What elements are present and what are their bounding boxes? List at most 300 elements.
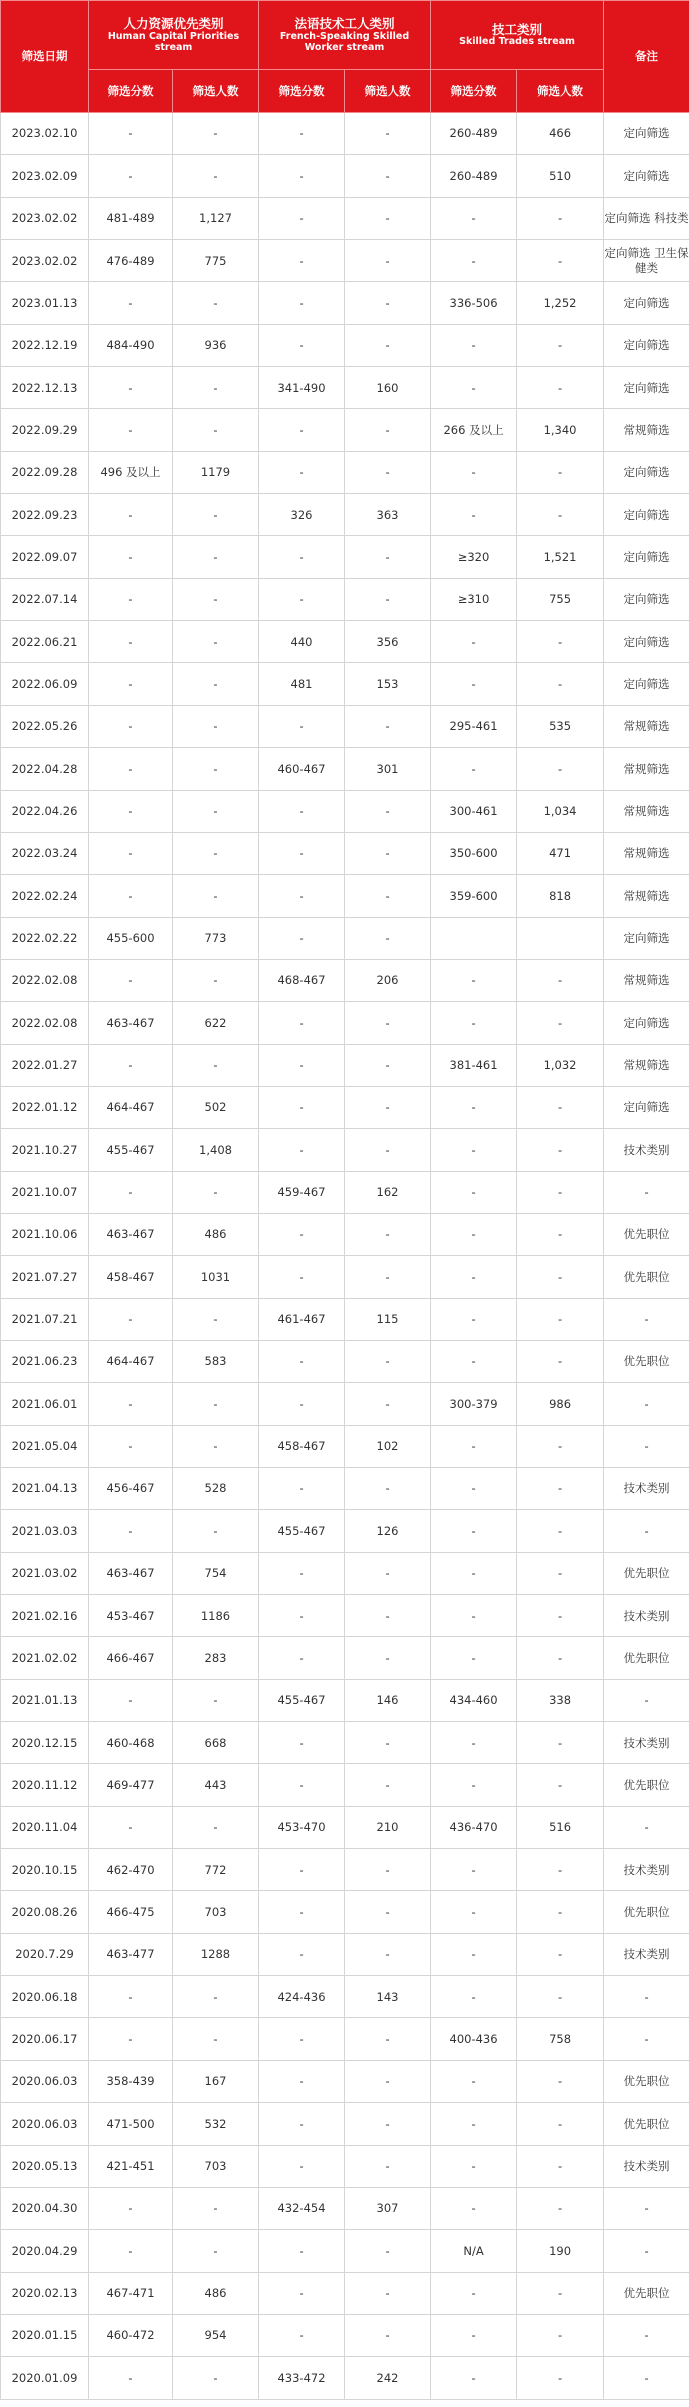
hcp-count-cell: - (173, 536, 259, 578)
fssw-count-cell: 363 (345, 494, 431, 536)
note-cell: 优先职位 (604, 1764, 689, 1806)
date-cell: 2022.06.21 (1, 621, 89, 663)
st-score-cell: - (431, 1552, 517, 1594)
note-cell: 技术类别 (604, 2145, 689, 2187)
fssw-count-cell: - (345, 1595, 431, 1637)
table-row (1, 1510, 689, 1552)
fssw-score-cell: 460-467 (259, 748, 345, 790)
date-cell: 2020.7.29 (1, 1933, 89, 1975)
st-count-cell: 986 (517, 1383, 604, 1425)
st-count-cell (517, 917, 604, 959)
st-count-cell: - (517, 1129, 604, 1171)
fssw-score-cell: 461-467 (259, 1298, 345, 1340)
note-cell: 定向筛选 (604, 451, 689, 493)
hcp-stream-title-zh: 人力资源优先类别 (123, 16, 224, 32)
hcp-stream-header (89, 1, 259, 70)
table-row (1, 959, 689, 1001)
date-cell: 2022.01.12 (1, 1086, 89, 1128)
st-stream-header (431, 1, 604, 70)
fssw-count-cell: - (345, 832, 431, 874)
hcp-count-cell: - (173, 1383, 259, 1425)
table-row (1, 832, 689, 874)
fssw-score-cell: - (259, 1468, 345, 1510)
st-score-cell: - (431, 959, 517, 1001)
date-cell: 2020.06.17 (1, 2018, 89, 2060)
table-row (1, 494, 689, 536)
hcp-count-cell: 1,408 (173, 1129, 259, 1171)
fssw-score-cell: - (259, 1340, 345, 1382)
fssw-count-cell: - (345, 1722, 431, 1764)
st-count-cell: - (517, 1510, 604, 1552)
st-score-cell: - (431, 2187, 517, 2229)
hcp-score-cell: - (89, 2187, 173, 2229)
hcp-score-cell: 481-489 (89, 197, 173, 239)
st-count-cell: - (517, 494, 604, 536)
fssw-count-cell: 143 (345, 1976, 431, 2018)
date-cell: 2023.02.09 (1, 155, 89, 197)
fssw-score-cell: - (259, 1764, 345, 1806)
table-row (1, 1425, 689, 1467)
fssw-count-cell: 242 (345, 2357, 431, 2399)
note-cell: 技术类别 (604, 1849, 689, 1891)
date-cell: 2021.03.03 (1, 1510, 89, 1552)
date-cell: 2022.02.22 (1, 917, 89, 959)
note-cell: - (604, 2314, 689, 2356)
hcp-count-cell: - (173, 790, 259, 832)
table-row (1, 663, 689, 705)
st-score-cell: - (431, 2272, 517, 2314)
st-count-cell: - (517, 1849, 604, 1891)
st-count-cell: - (517, 2103, 604, 2145)
fssw-count-cell: - (345, 2103, 431, 2145)
fssw-count-cell: 206 (345, 959, 431, 1001)
table-row (1, 2018, 689, 2060)
fssw-count-cell: 102 (345, 1425, 431, 1467)
table-row (1, 1171, 689, 1213)
st-score-cell: - (431, 1298, 517, 1340)
fssw-count-cell: - (345, 409, 431, 451)
fssw-count-cell: - (345, 1933, 431, 1975)
table-row (1, 1806, 689, 1848)
st-score-cell: 434-460 (431, 1679, 517, 1721)
fssw-score-cell: 424-436 (259, 1976, 345, 2018)
hcp-score-cell: - (89, 832, 173, 874)
note-cell: 常规筛选 (604, 832, 689, 874)
fssw-score-cell: 455-467 (259, 1679, 345, 1721)
note-cell: 定向筛选 卫生保健类 (604, 240, 689, 282)
table-row (1, 197, 689, 239)
hcp-score-cell: 463-467 (89, 1213, 173, 1255)
fssw-score-cell: - (259, 282, 345, 324)
hcp-count-cell: - (173, 2187, 259, 2229)
fssw-score-cell: - (259, 113, 345, 155)
hcp-score-cell: 466-467 (89, 1637, 173, 1679)
date-cell: 2020.08.26 (1, 1891, 89, 1933)
date-cell: 2022.02.08 (1, 1002, 89, 1044)
note-cell: 定向筛选 (604, 494, 689, 536)
hcp-score-cell: 460-472 (89, 2314, 173, 2356)
hcp-score-cell: - (89, 2230, 173, 2272)
hcp-score-cell: 460-468 (89, 1722, 173, 1764)
hcp-score-cell: - (89, 536, 173, 578)
note-cell: 定向筛选 (604, 663, 689, 705)
hcp-count-cell: - (173, 367, 259, 409)
note-cell: 定向筛选 (604, 324, 689, 366)
hcp-count-cell: 703 (173, 1891, 259, 1933)
hcp-score-cell: 496 及以上 (89, 451, 173, 493)
hcp-count-cell: - (173, 2018, 259, 2060)
st-score-cell: N/A (431, 2230, 517, 2272)
fssw-count-cell: - (345, 1383, 431, 1425)
fssw-score-cell: 432-454 (259, 2187, 345, 2229)
fssw-count-cell: - (345, 1340, 431, 1382)
hcp-count-cell: 754 (173, 1552, 259, 1594)
hcp-score-cell: - (89, 155, 173, 197)
st-count-cell: - (517, 2314, 604, 2356)
note-cell: 常规筛选 (604, 705, 689, 747)
table-row (1, 2272, 689, 2314)
st-score-cell: - (431, 1976, 517, 2018)
hcp-count-cell: 583 (173, 1340, 259, 1382)
fssw-score-cell: - (259, 875, 345, 917)
fssw-score-cell: - (259, 1637, 345, 1679)
st-count-cell: - (517, 1086, 604, 1128)
st-count-cell: 516 (517, 1806, 604, 1848)
hcp-count-cell: - (173, 621, 259, 663)
fssw-count-cell: - (345, 1891, 431, 1933)
table-row (1, 2103, 689, 2145)
fssw-score-cell: - (259, 155, 345, 197)
date-column-header: 筛选日期 (1, 1, 89, 113)
st-score-cell: - (431, 1129, 517, 1171)
fssw-score-cell: - (259, 409, 345, 451)
fssw-score-cell: - (259, 790, 345, 832)
st-score-cell: 350-600 (431, 832, 517, 874)
fssw-stream-header (259, 1, 431, 70)
hcp-score-cell: 466-475 (89, 1891, 173, 1933)
st-count-cell: 1,252 (517, 282, 604, 324)
fssw-stream-title-en: French-Speaking Skilled Worker stream (279, 30, 410, 53)
note-cell: - (604, 1976, 689, 2018)
date-cell: 2022.09.28 (1, 451, 89, 493)
fssw-count-cell: - (345, 1637, 431, 1679)
fssw-count-cell: - (345, 2230, 431, 2272)
hcp-score-cell: 358-439 (89, 2060, 173, 2102)
fssw-count-cell: - (345, 917, 431, 959)
date-cell: 2020.11.12 (1, 1764, 89, 1806)
note-cell: 优先职位 (604, 1891, 689, 1933)
table-row (1, 748, 689, 790)
date-cell: 2021.10.06 (1, 1213, 89, 1255)
st-score-cell: - (431, 1425, 517, 1467)
st-score-cell: - (431, 1086, 517, 1128)
fssw-score-cell: - (259, 2060, 345, 2102)
table-header (1, 1, 689, 113)
fssw-score-cell: 433-472 (259, 2357, 345, 2399)
note-cell: 定向筛选 (604, 917, 689, 959)
fssw-score-cell: 458-467 (259, 1425, 345, 1467)
st-score-cell: ≥310 (431, 578, 517, 620)
fssw-count-cell: 307 (345, 2187, 431, 2229)
fssw-count-cell: - (345, 282, 431, 324)
st-count-cell: 1,340 (517, 409, 604, 451)
st-count-cell: - (517, 1552, 604, 1594)
st-score-cell: - (431, 197, 517, 239)
st-score-cell: - (431, 1340, 517, 1382)
fssw-score-cell: - (259, 1552, 345, 1594)
fssw-score-cell: - (259, 2230, 345, 2272)
fssw-score-cell: - (259, 2103, 345, 2145)
hcp-score-cell: - (89, 621, 173, 663)
hcp-score-cell: 471-500 (89, 2103, 173, 2145)
table-row (1, 621, 689, 663)
date-cell: 2020.10.15 (1, 1849, 89, 1891)
hcp-score-cell: - (89, 875, 173, 917)
hcp-score-cell: - (89, 705, 173, 747)
hcp-count-cell: 486 (173, 2272, 259, 2314)
st-score-cell: 295-461 (431, 705, 517, 747)
fssw-count-cell: 210 (345, 1806, 431, 1848)
hcp-count-cell: - (173, 1510, 259, 1552)
hcp-count-cell: 528 (173, 1468, 259, 1510)
table-row (1, 1256, 689, 1298)
hcp-score-cell: 469-477 (89, 1764, 173, 1806)
hcp-score-cell: - (89, 1425, 173, 1467)
note-cell: - (604, 1171, 689, 1213)
date-cell: 2022.02.24 (1, 875, 89, 917)
st-count-cell: - (517, 1976, 604, 2018)
note-cell: 定向筛选 (604, 578, 689, 620)
st-score-cell: - (431, 748, 517, 790)
fssw-score-cell: 459-467 (259, 1171, 345, 1213)
st-score-cell: 436-470 (431, 1806, 517, 1848)
hcp-count-cell: - (173, 1679, 259, 1721)
note-cell: 优先职位 (604, 1213, 689, 1255)
fssw-count-cell: - (345, 1552, 431, 1594)
hcp-score-cell: - (89, 663, 173, 705)
st-count-cell: 535 (517, 705, 604, 747)
st-count-cell: - (517, 1213, 604, 1255)
st-score-cell: - (431, 240, 517, 282)
hcp-count-cell: 773 (173, 917, 259, 959)
hcp-score-cell: 464-467 (89, 1086, 173, 1128)
hcp-score-header: 筛选分数 (89, 70, 173, 113)
hcp-score-cell: 462-470 (89, 1849, 173, 1891)
st-count-cell: - (517, 1722, 604, 1764)
table-row (1, 1468, 689, 1510)
table-row (1, 282, 689, 324)
st-score-cell: 400-436 (431, 2018, 517, 2060)
note-cell: 定向筛选 (604, 282, 689, 324)
fssw-count-cell: - (345, 2145, 431, 2187)
fssw-count-cell: - (345, 790, 431, 832)
st-score-cell (431, 917, 517, 959)
date-cell: 2022.01.27 (1, 1044, 89, 1086)
st-count-cell: - (517, 1933, 604, 1975)
st-score-cell: - (431, 1256, 517, 1298)
st-score-cell: - (431, 1933, 517, 1975)
table-row (1, 1722, 689, 1764)
fssw-score-cell: - (259, 1891, 345, 1933)
fssw-count-cell: - (345, 1002, 431, 1044)
st-count-cell: - (517, 663, 604, 705)
date-cell: 2020.06.18 (1, 1976, 89, 2018)
hcp-score-cell: - (89, 1383, 173, 1425)
note-cell: - (604, 2187, 689, 2229)
fssw-count-cell: - (345, 324, 431, 366)
hcp-score-cell: 463-467 (89, 1002, 173, 1044)
st-score-cell: - (431, 2103, 517, 2145)
hcp-score-cell: - (89, 367, 173, 409)
table-row (1, 1298, 689, 1340)
table-row (1, 705, 689, 747)
hcp-score-cell: 455-600 (89, 917, 173, 959)
st-count-cell: - (517, 1256, 604, 1298)
date-cell: 2022.07.14 (1, 578, 89, 620)
hcp-score-cell: 456-467 (89, 1468, 173, 1510)
st-score-cell: - (431, 1764, 517, 1806)
hcp-count-cell: - (173, 155, 259, 197)
fssw-score-cell: - (259, 240, 345, 282)
st-count-cell: 1,521 (517, 536, 604, 578)
hcp-count-cell: - (173, 494, 259, 536)
hcp-score-cell: - (89, 1171, 173, 1213)
table-row (1, 2230, 689, 2272)
date-cell: 2022.09.23 (1, 494, 89, 536)
hcp-score-cell: 455-467 (89, 1129, 173, 1171)
date-cell: 2021.07.27 (1, 1256, 89, 1298)
table-body (1, 113, 689, 2400)
note-cell: - (604, 1806, 689, 1848)
hcp-count-cell: 772 (173, 1849, 259, 1891)
hcp-score-cell: - (89, 494, 173, 536)
fssw-score-cell: - (259, 1256, 345, 1298)
note-cell: 技术类别 (604, 1722, 689, 1764)
note-cell: 定向筛选 (604, 621, 689, 663)
st-count-cell: - (517, 451, 604, 493)
fssw-score-cell: - (259, 1129, 345, 1171)
hcp-score-cell: - (89, 578, 173, 620)
table-row (1, 1764, 689, 1806)
st-count-cell: - (517, 1298, 604, 1340)
fssw-count-cell: 153 (345, 663, 431, 705)
date-cell: 2020.04.29 (1, 2230, 89, 2272)
st-score-cell: - (431, 1213, 517, 1255)
hcp-score-cell: - (89, 282, 173, 324)
date-cell: 2020.04.30 (1, 2187, 89, 2229)
note-cell: 优先职位 (604, 2103, 689, 2145)
hcp-count-cell: 936 (173, 324, 259, 366)
st-count-cell: 471 (517, 832, 604, 874)
fssw-score-cell: 481 (259, 663, 345, 705)
table-row (1, 1383, 689, 1425)
fssw-count-cell: - (345, 1256, 431, 1298)
note-cell: 定向筛选 (604, 367, 689, 409)
note-cell: 常规筛选 (604, 748, 689, 790)
st-count-cell: - (517, 2187, 604, 2229)
date-cell: 2020.12.15 (1, 1722, 89, 1764)
fssw-score-cell: 341-490 (259, 367, 345, 409)
date-cell: 2021.05.04 (1, 1425, 89, 1467)
fssw-count-cell: 162 (345, 1171, 431, 1213)
fssw-count-cell: - (345, 705, 431, 747)
fssw-count-cell: - (345, 875, 431, 917)
table-row (1, 155, 689, 197)
hcp-score-cell: - (89, 1510, 173, 1552)
hcp-count-cell: 622 (173, 1002, 259, 1044)
fssw-count-cell: - (345, 2314, 431, 2356)
hcp-count-cell: 283 (173, 1637, 259, 1679)
fssw-stream-title-zh: 法语技术工人类别 (294, 16, 395, 32)
st-count-cell: - (517, 1002, 604, 1044)
date-cell: 2022.09.29 (1, 409, 89, 451)
st-score-cell: - (431, 1468, 517, 1510)
date-cell: 2021.03.02 (1, 1552, 89, 1594)
fssw-score-cell: - (259, 2018, 345, 2060)
date-cell: 2021.02.16 (1, 1595, 89, 1637)
fssw-count-cell: 356 (345, 621, 431, 663)
table-row (1, 1595, 689, 1637)
hcp-score-cell: 458-467 (89, 1256, 173, 1298)
hcp-count-cell: - (173, 748, 259, 790)
hcp-score-cell: - (89, 1679, 173, 1721)
hcp-count-cell: - (173, 832, 259, 874)
date-cell: 2021.07.21 (1, 1298, 89, 1340)
hcp-score-cell: 463-467 (89, 1552, 173, 1594)
fssw-count-cell: - (345, 1849, 431, 1891)
fssw-score-cell: - (259, 451, 345, 493)
st-count-cell: - (517, 2357, 604, 2399)
note-cell: 定向筛选 (604, 113, 689, 155)
table-row (1, 2314, 689, 2356)
note-cell: 优先职位 (604, 1340, 689, 1382)
fssw-count-cell: - (345, 240, 431, 282)
date-cell: 2022.03.24 (1, 832, 89, 874)
hcp-count-cell: 532 (173, 2103, 259, 2145)
hcp-score-cell: - (89, 113, 173, 155)
hcp-score-cell: 467-471 (89, 2272, 173, 2314)
note-cell: 技术类别 (604, 1595, 689, 1637)
fssw-score-cell: 453-470 (259, 1806, 345, 1848)
table-row (1, 1044, 689, 1086)
fssw-count-cell: 146 (345, 1679, 431, 1721)
table-row (1, 451, 689, 493)
note-cell: - (604, 1425, 689, 1467)
table-row (1, 2357, 689, 2399)
fssw-count-cell: - (345, 113, 431, 155)
fssw-score-cell: - (259, 1722, 345, 1764)
table-row (1, 1340, 689, 1382)
table-row (1, 240, 689, 282)
hcp-count-cell: - (173, 1044, 259, 1086)
st-count-cell: - (517, 324, 604, 366)
st-count-cell: 1,034 (517, 790, 604, 832)
hcp-count-cell: - (173, 409, 259, 451)
st-score-cell: 359-600 (431, 875, 517, 917)
st-score-cell: - (431, 2060, 517, 2102)
hcp-count-header: 筛选人数 (173, 70, 259, 113)
hcp-score-cell: - (89, 1806, 173, 1848)
table-row (1, 409, 689, 451)
date-cell: 2023.02.02 (1, 197, 89, 239)
fssw-score-cell: - (259, 1213, 345, 1255)
hcp-count-cell: - (173, 663, 259, 705)
st-score-cell: - (431, 1891, 517, 1933)
st-count-cell: - (517, 367, 604, 409)
hcp-count-cell: 703 (173, 2145, 259, 2187)
st-score-cell: 266 及以上 (431, 409, 517, 451)
st-count-cell: - (517, 748, 604, 790)
